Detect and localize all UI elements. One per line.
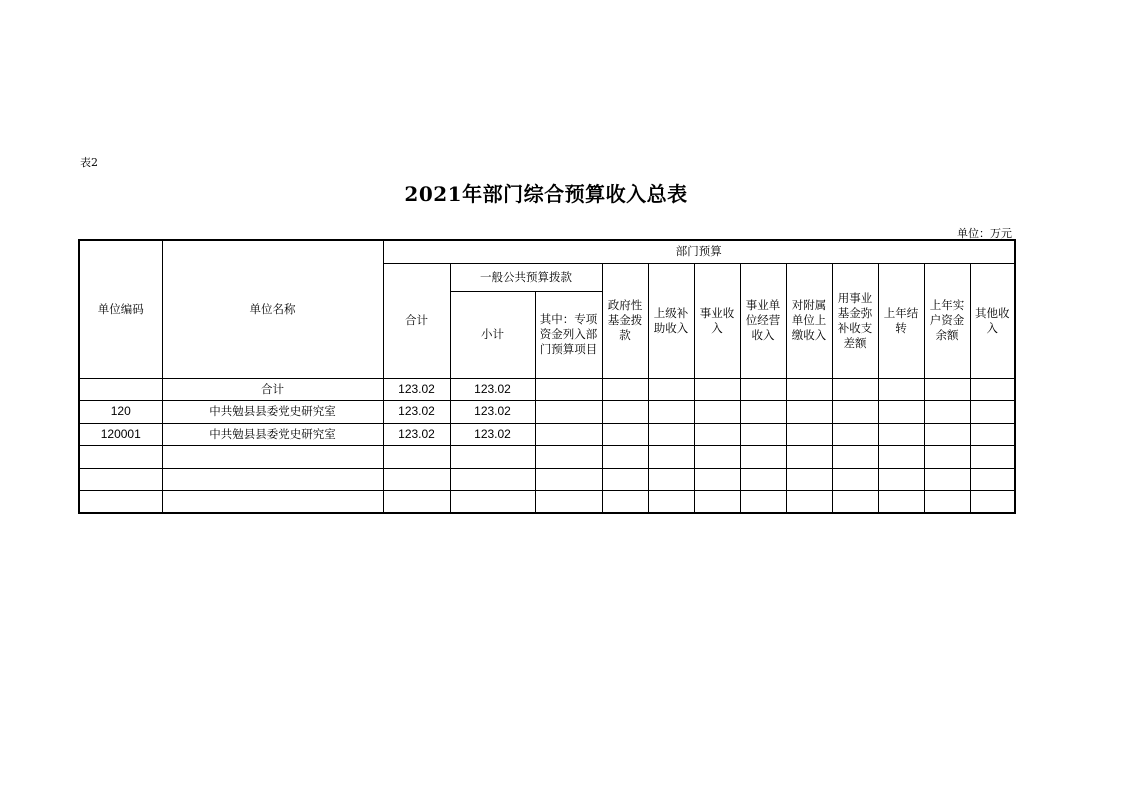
table-row xyxy=(79,400,1015,423)
cell-empty xyxy=(694,445,740,468)
page-title: 2021年部门综合预算收入总表 xyxy=(404,182,688,206)
cell-empty xyxy=(786,423,832,445)
cell-subtotal xyxy=(450,445,535,468)
cell-empty xyxy=(970,490,1015,513)
cell-unit-code xyxy=(79,490,162,513)
cell-empty xyxy=(602,468,648,490)
cell-empty xyxy=(740,423,786,445)
table-row xyxy=(79,423,1015,445)
header-unit-code: 单位编码 xyxy=(79,240,162,378)
cell-empty xyxy=(786,400,832,423)
cell-empty xyxy=(648,468,694,490)
cell-empty xyxy=(878,490,924,513)
cell-empty xyxy=(602,445,648,468)
cell-empty xyxy=(878,468,924,490)
cell-empty xyxy=(694,490,740,513)
cell-empty xyxy=(694,423,740,445)
cell-empty xyxy=(832,468,878,490)
header-affiliate-income: 对附属单位上缴收入 xyxy=(786,263,832,378)
cell-empty xyxy=(602,378,648,400)
cell-empty xyxy=(535,400,602,423)
cell-total: 123.02 xyxy=(383,400,450,423)
cell-empty xyxy=(832,400,878,423)
cell-empty xyxy=(832,445,878,468)
cell-empty xyxy=(648,400,694,423)
header-carryover: 上年结转 xyxy=(878,263,924,378)
cell-unit-code: 120 xyxy=(79,400,162,423)
cell-empty xyxy=(740,490,786,513)
cell-empty xyxy=(924,490,970,513)
cell-empty xyxy=(970,468,1015,490)
cell-empty xyxy=(535,423,602,445)
cell-empty xyxy=(535,468,602,490)
cell-empty xyxy=(786,468,832,490)
cell-empty xyxy=(878,378,924,400)
cell-empty xyxy=(535,378,602,400)
cell-subtotal xyxy=(450,490,535,513)
header-prior-balance: 上年实户资金余额 xyxy=(924,263,970,378)
cell-empty xyxy=(924,400,970,423)
cell-empty xyxy=(924,468,970,490)
unit-label: 单位：万元 xyxy=(957,227,1012,240)
cell-empty xyxy=(786,378,832,400)
header-general-public-budget: 一般公共预算拨款 xyxy=(450,263,602,291)
cell-total xyxy=(383,445,450,468)
table-row xyxy=(79,468,1015,490)
cell-empty xyxy=(878,423,924,445)
header-special-projects: 其中：专项资金列入部门预算项目 xyxy=(535,291,602,378)
cell-empty xyxy=(648,490,694,513)
cell-unit-name xyxy=(162,490,383,513)
cell-empty xyxy=(602,400,648,423)
cell-empty xyxy=(878,445,924,468)
cell-total: 123.02 xyxy=(383,423,450,445)
cell-empty xyxy=(970,378,1015,400)
cell-subtotal: 123.02 xyxy=(450,378,535,400)
header-subtotal: 小计 xyxy=(450,291,535,378)
cell-empty xyxy=(924,378,970,400)
cell-empty xyxy=(924,423,970,445)
table-row xyxy=(79,490,1015,513)
header-total: 合计 xyxy=(383,263,450,378)
cell-subtotal xyxy=(450,468,535,490)
header-gov-fund: 政府性基金拨款 xyxy=(602,263,648,378)
cell-empty xyxy=(648,423,694,445)
cell-empty xyxy=(740,468,786,490)
cell-empty xyxy=(694,468,740,490)
cell-unit-name xyxy=(162,468,383,490)
cell-empty xyxy=(740,400,786,423)
header-other-income: 其他收入 xyxy=(970,263,1015,378)
cell-empty xyxy=(740,445,786,468)
table-row xyxy=(79,378,1015,400)
cell-unit-code xyxy=(79,378,162,400)
cell-empty xyxy=(924,445,970,468)
cell-empty xyxy=(786,490,832,513)
cell-unit-name: 中共勉县县委党史研究室 xyxy=(162,423,383,445)
cell-empty xyxy=(878,400,924,423)
cell-empty xyxy=(648,445,694,468)
table-row xyxy=(79,445,1015,468)
cell-subtotal: 123.02 xyxy=(450,400,535,423)
cell-empty xyxy=(832,423,878,445)
cell-empty xyxy=(970,400,1015,423)
cell-total xyxy=(383,468,450,490)
cell-unit-code xyxy=(79,468,162,490)
cell-empty xyxy=(740,378,786,400)
budget-revenue-table xyxy=(78,239,1016,514)
cell-unit-name: 合计 xyxy=(162,378,383,400)
cell-total xyxy=(383,490,450,513)
cell-empty xyxy=(786,445,832,468)
header-dept-budget: 部门预算 xyxy=(383,240,1015,263)
cell-empty xyxy=(602,423,648,445)
cell-total: 123.02 xyxy=(383,378,450,400)
header-operating-income: 事业单位经营收入 xyxy=(740,263,786,378)
cell-empty xyxy=(602,490,648,513)
header-business-income: 事业收入 xyxy=(694,263,740,378)
cell-unit-name: 中共勉县县委党史研究室 xyxy=(162,400,383,423)
header-unit-name: 单位名称 xyxy=(162,240,383,378)
cell-empty xyxy=(535,490,602,513)
cell-empty xyxy=(832,378,878,400)
cell-empty xyxy=(694,400,740,423)
cell-empty xyxy=(694,378,740,400)
cell-unit-code: 120001 xyxy=(79,423,162,445)
cell-unit-name xyxy=(162,445,383,468)
table-number: 表2 xyxy=(80,156,98,169)
cell-empty xyxy=(970,445,1015,468)
header-fund-offset: 用事业基金弥补收支差额 xyxy=(832,263,878,378)
cell-empty xyxy=(535,445,602,468)
cell-unit-code xyxy=(79,445,162,468)
cell-subtotal: 123.02 xyxy=(450,423,535,445)
header-superior-subsidy: 上级补助收入 xyxy=(648,263,694,378)
cell-empty xyxy=(970,423,1015,445)
cell-empty xyxy=(648,378,694,400)
cell-empty xyxy=(832,490,878,513)
